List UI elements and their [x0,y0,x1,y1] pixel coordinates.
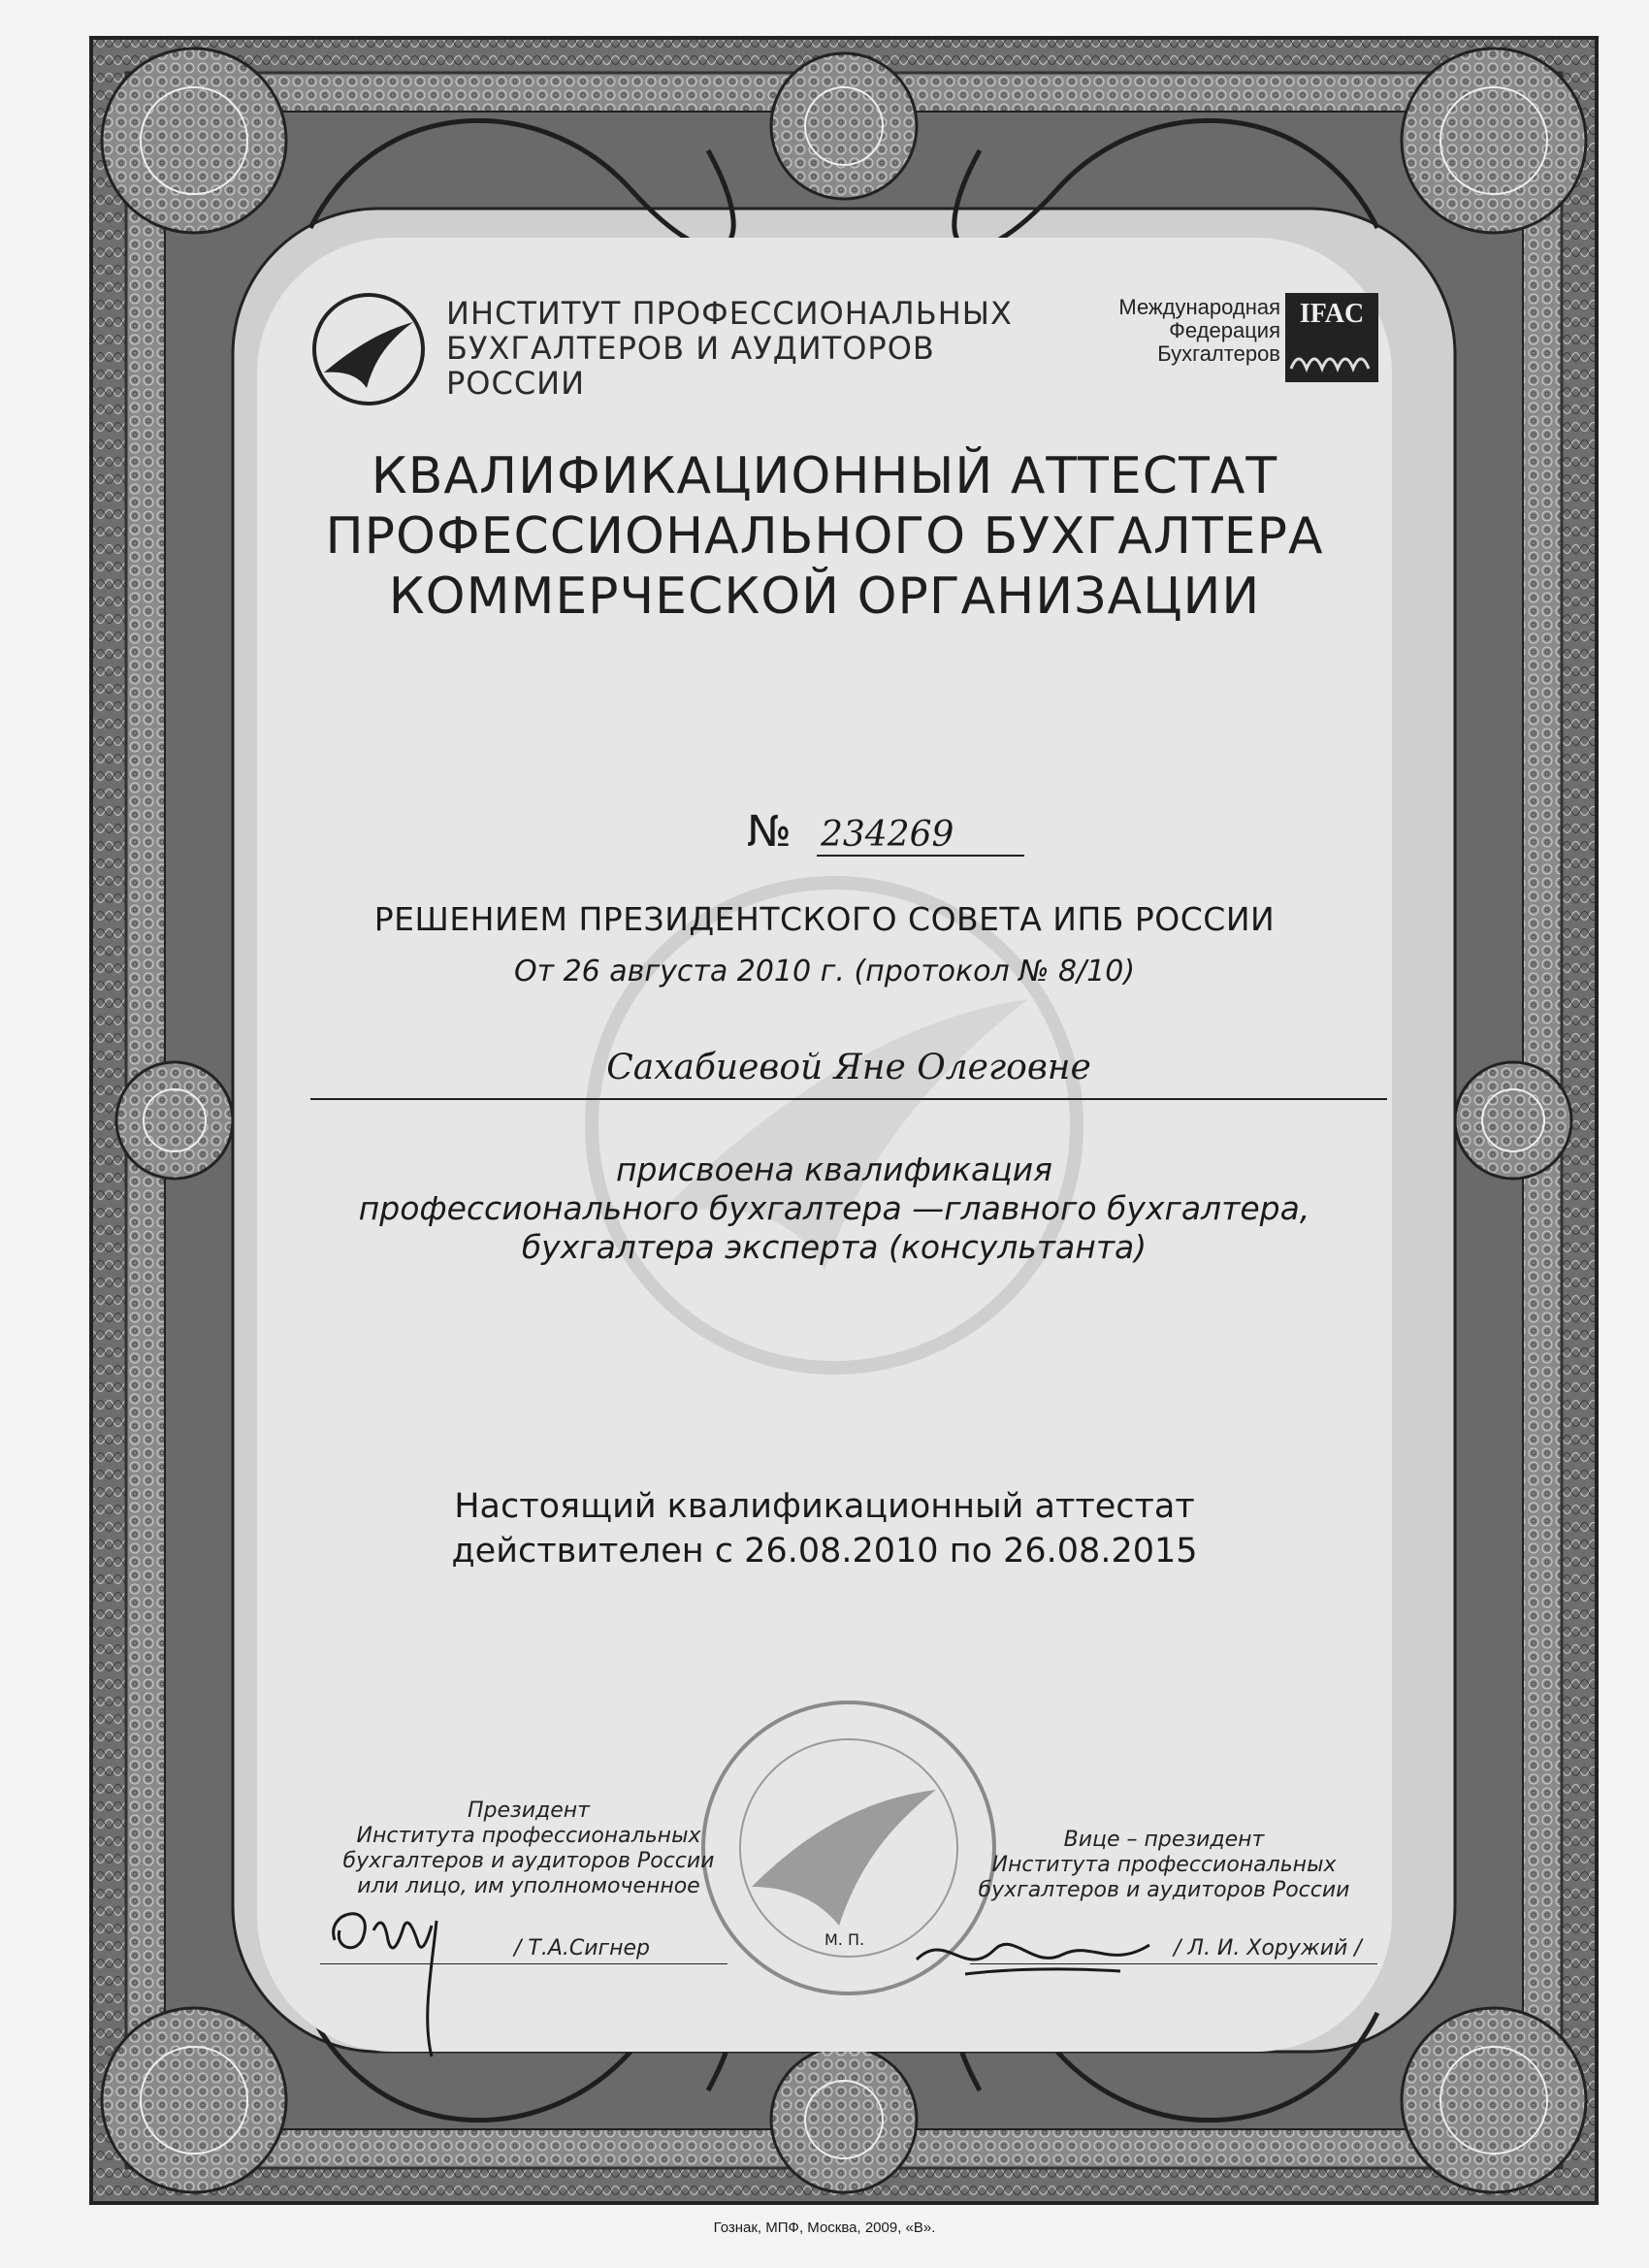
ifac-line: Федерация [1169,318,1280,342]
left-signature-line [320,1963,728,1964]
institute-name [446,296,1013,401]
title-line: ПРОФЕССИОНАЛЬНОГО БУХГАЛТЕРА [325,507,1324,566]
validity-line: действителен с 26.08.2010 по 26.08.2015 [451,1532,1198,1571]
qualification-text [291,1150,1377,1267]
ifac-line: Бухгалтеров [1157,341,1280,366]
left-signatory-line: Института профессиональных [356,1824,701,1848]
left-signature [325,1901,519,2066]
title-line: КОММЕРЧЕСКОЙ ОРГАНИЗАЦИИ [388,567,1261,626]
seal-label: М. П. [824,1930,865,1949]
ifac-line: Международная [1118,295,1280,319]
validity-line: Настоящий квалификационный аттестат [454,1487,1195,1526]
certificate-title [252,446,1397,627]
certificate-number: 234269 [817,815,1024,857]
qualification-line: присвоена квалификация [615,1150,1053,1188]
number-label: № [747,807,792,857]
right-signatory-line: Института профессиональных [991,1853,1337,1877]
left-signatory-line: Президент [468,1798,590,1823]
institute-line: РОССИИ [446,365,586,402]
qualification-line: бухгалтера эксперта (консультанта) [521,1228,1148,1266]
left-signatory-title [320,1798,737,1899]
decision-line: РЕШЕНИЕМ ПРЕЗИДЕНТСКОГО СОВЕТА ИПБ РОССИИ [373,900,1276,938]
institute-logo-icon [310,291,427,407]
right-signatory-line: бухгалтеров и аудиторов России [978,1878,1350,1902]
decision-date: От 26 августа 2010 г. (протокол № 8/10) [513,955,1136,988]
right-signature [907,1921,1159,1998]
right-signatory-line: Вице – президент [1063,1828,1265,1852]
left-signatory-line: или лицо, им уполномоченное [357,1874,700,1898]
ifac-logo-icon: IFAC [1285,293,1378,382]
institute-line: БУХГАЛТЕРОВ И АУДИТОРОВ [446,330,935,367]
left-signatory-name: / Т.А.Сигнер [514,1936,650,1960]
validity-text [252,1484,1397,1573]
qualification-line: профессионального бухгалтера —главного бухгалтера, [358,1189,1310,1227]
watermark-emblem [572,863,1096,1387]
printer-imprint: Гознак, МПФ, Москва, 2009, «В». [713,2219,936,2236]
recipient-name: Сахабиевой Яне Олеговне [606,1048,1091,1087]
right-signatory-title [951,1828,1377,1903]
title-line: КВАЛИФИКАЦИОННЫЙ АТТЕСТАТ [371,447,1278,505]
left-signatory-line: бухгалтеров и аудиторов России [342,1849,715,1873]
right-signature-line [970,1963,1377,1964]
institute-line: ИНСТИТУТ ПРОФЕССИОНАЛЬНЫХ [446,295,1013,332]
right-signatory-name: / Л. И. Хоружий / [1174,1936,1362,1960]
ifac-name [1048,296,1280,366]
recipient-underline [310,1098,1387,1100]
